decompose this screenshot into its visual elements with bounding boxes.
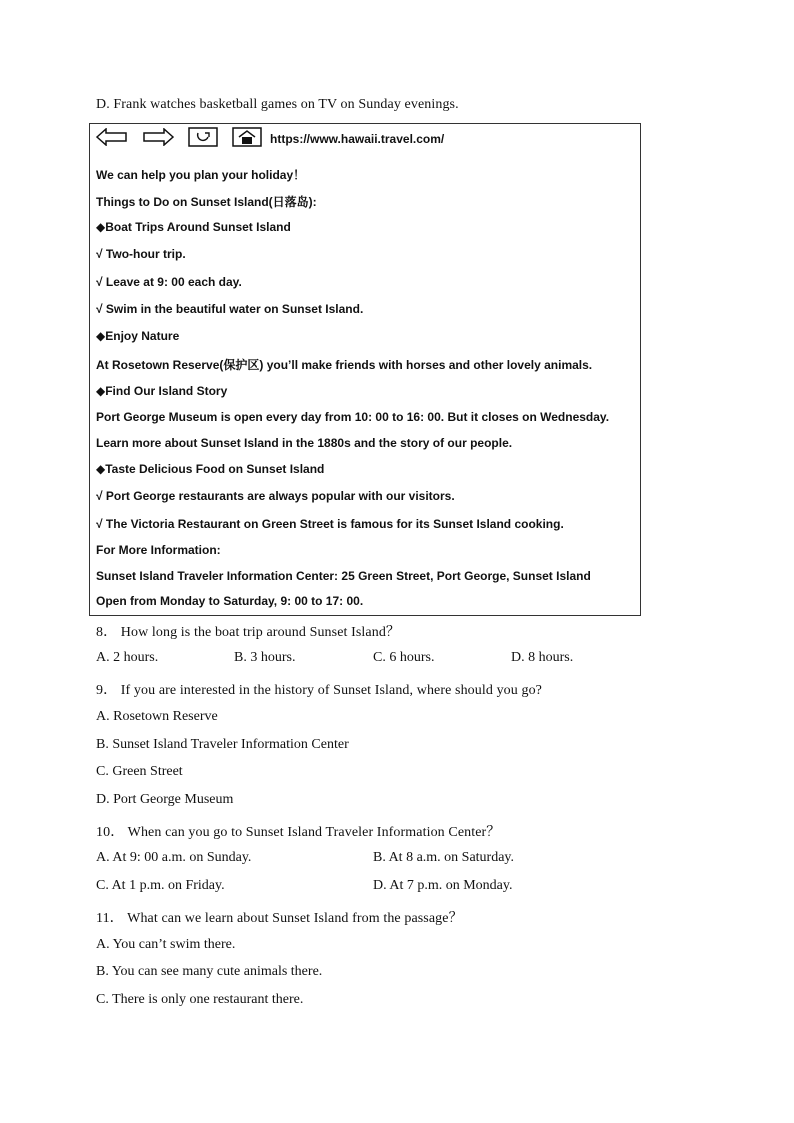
- url-bar[interactable]: https://www.hawaii.travel.com/: [270, 132, 445, 146]
- info-center-hours: Open from Monday to Saturday, 9: 00 to 17: 00.: [96, 594, 364, 608]
- question-11: 11． What can we learn about Sunset Island from the passage？: [96, 911, 463, 926]
- home-icon[interactable]: [232, 127, 262, 152]
- boat-trips-heading: ◆Boat Trips Around Sunset Island: [96, 220, 291, 234]
- refresh-icon[interactable]: [188, 127, 218, 152]
- things-to-do-heading: Things to Do on Sunset Island(日落岛):: [96, 195, 317, 209]
- q11-option-a[interactable]: A. You can’t swim there.: [96, 937, 236, 952]
- museum-text: Learn more about Sunset Island in the 1880s and the story of our people.: [96, 436, 513, 450]
- q8-option-a[interactable]: A. 2 hours.: [96, 650, 159, 665]
- q9-option-d[interactable]: D. Port George Museum: [96, 792, 234, 807]
- question-9: 9． If you are interested in the history of Sunset Island, where should you go?: [96, 683, 542, 698]
- island-story-heading: ◆Find Our Island Story: [96, 384, 228, 398]
- q10-option-d[interactable]: D. At 7 p.m. on Monday.: [373, 878, 513, 893]
- q9-option-c[interactable]: C. Green Street: [96, 764, 183, 779]
- museum-text: Port George Museum is open every day from 10: 00 to 16: 00. But it closes on Wednesday.: [96, 410, 610, 424]
- forward-arrow-icon[interactable]: [142, 128, 174, 151]
- q8-option-d[interactable]: D. 8 hours.: [511, 650, 574, 665]
- intro-line: We can help you plan your holiday！: [96, 168, 306, 182]
- more-info-heading: For More Information:: [96, 543, 221, 557]
- q9-option-b[interactable]: B. Sunset Island Traveler Information Center: [96, 737, 349, 752]
- boat-trip-item: √ Swim in the beautiful water on Sunset Island.: [96, 302, 364, 316]
- q10-option-a[interactable]: A. At 9: 00 a.m. on Sunday.: [96, 850, 252, 865]
- q11-option-b[interactable]: B. You can see many cute animals there.: [96, 964, 323, 979]
- q10-option-b[interactable]: B. At 8 a.m. on Saturday.: [373, 850, 515, 865]
- q8-option-b[interactable]: B. 3 hours.: [234, 650, 296, 665]
- question-8: 8． How long is the boat trip around Sunset Island？: [96, 625, 401, 640]
- food-item: √ The Victoria Restaurant on Green Street is famous for its Sunset Island cooking.: [96, 517, 564, 531]
- nature-text: At Rosetown Reserve(保护区) you’ll make friends with horses and other lovely animals.: [96, 358, 593, 372]
- food-item: √ Port George restaurants are always popular with our visitors.: [96, 489, 455, 503]
- previous-option-d: D. Frank watches basketball games on TV on Sunday evenings.: [96, 97, 459, 112]
- food-heading: ◆Taste Delicious Food on Sunset Island: [96, 462, 325, 476]
- q11-option-c[interactable]: C. There is only one restaurant there.: [96, 992, 304, 1007]
- question-10: 10． When can you go to Sunset Island Traveler Information Center？: [96, 825, 501, 840]
- enjoy-nature-heading: ◆Enjoy Nature: [96, 329, 180, 343]
- boat-trip-item: √ Two-hour trip.: [96, 247, 186, 261]
- q10-option-c[interactable]: C. At 1 p.m. on Friday.: [96, 878, 225, 893]
- website-box: [89, 123, 641, 616]
- info-center-address: Sunset Island Traveler Information Center: 25 Green Street, Port George, Sunset Island: [96, 569, 591, 583]
- back-arrow-icon[interactable]: [96, 128, 128, 151]
- boat-trip-item: √ Leave at 9: 00 each day.: [96, 275, 242, 289]
- q9-option-a[interactable]: A. Rosetown Reserve: [96, 709, 218, 724]
- q8-option-c[interactable]: C. 6 hours.: [373, 650, 435, 665]
- browser-navbar: [96, 128, 444, 150]
